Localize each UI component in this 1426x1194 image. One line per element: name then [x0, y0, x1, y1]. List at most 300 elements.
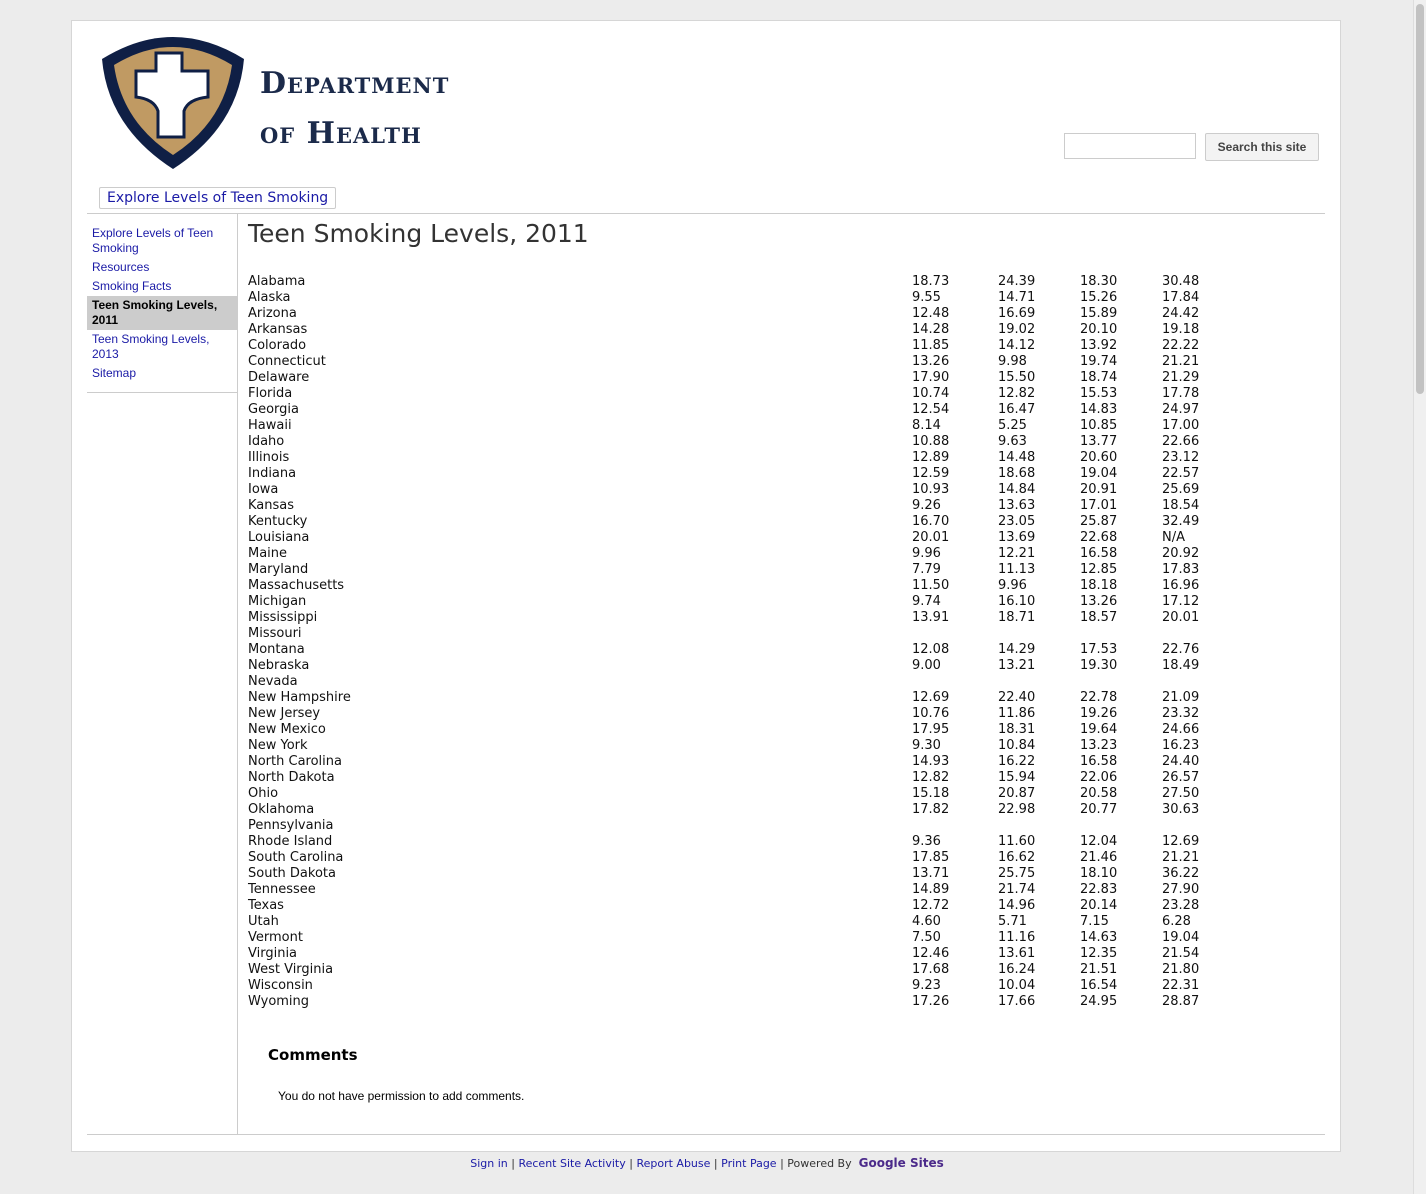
value-cell: 23.12	[1162, 450, 1200, 465]
value-cell: 14.71	[998, 290, 1036, 305]
value-cell: 16.69	[998, 306, 1036, 321]
table-row	[248, 578, 1222, 594]
table-row	[248, 754, 1222, 770]
state-name-cell: Kentucky	[248, 514, 308, 529]
value-cell: 6.28	[1162, 914, 1191, 929]
value-cell: 9.63	[998, 434, 1027, 449]
value-cell	[1162, 626, 1222, 642]
value-cell: 11.50	[912, 578, 950, 593]
value-cell: 18.54	[1162, 498, 1200, 513]
state-name-cell: Michigan	[248, 594, 307, 609]
table-row	[248, 786, 1222, 802]
state-name-cell: Colorado	[248, 338, 307, 353]
value-cell: 18.18	[1080, 578, 1118, 593]
value-cell: 15.89	[1080, 306, 1118, 321]
table-row	[248, 850, 1222, 866]
table-row	[248, 354, 1222, 370]
scrollbar[interactable]	[1413, 0, 1426, 1194]
value-cell: 22.78	[1080, 690, 1118, 705]
value-cell: 24.40	[1162, 754, 1200, 769]
search-input[interactable]	[1064, 133, 1196, 159]
page-container	[71, 20, 1341, 1152]
google-sites-link[interactable]: Google Sites	[858, 1156, 944, 1170]
value-cell: 24.42	[1162, 306, 1200, 321]
sidebar-item-resources[interactable]: Resources	[92, 260, 150, 274]
value-cell: 24.39	[998, 274, 1036, 289]
table-row	[248, 690, 1222, 706]
value-cell: 12.69	[1162, 834, 1200, 849]
value-cell: 19.26	[1080, 706, 1118, 721]
table-row	[248, 626, 1222, 642]
state-name-cell: Nebraska	[248, 658, 310, 673]
value-cell: 25.75	[998, 866, 1036, 881]
value-cell: 26.57	[1162, 770, 1200, 785]
value-cell: 17.01	[1080, 498, 1118, 513]
value-cell	[1080, 674, 1162, 690]
value-cell	[1080, 626, 1162, 642]
value-cell: 12.85	[1080, 562, 1118, 577]
value-cell: 17.00	[1162, 418, 1200, 433]
value-cell: 22.76	[1162, 642, 1200, 657]
state-name-cell: Montana	[248, 642, 305, 657]
value-cell: 12.72	[912, 898, 950, 913]
table-row	[248, 658, 1222, 674]
value-cell: 17.53	[1080, 642, 1118, 657]
value-cell: 12.21	[998, 546, 1036, 561]
value-cell: 19.64	[1080, 722, 1118, 737]
value-cell: 15.94	[998, 770, 1036, 785]
value-cell: 14.96	[998, 898, 1036, 913]
value-cell: 17.66	[998, 994, 1036, 1009]
value-cell: 7.50	[912, 930, 941, 945]
value-cell: 14.83	[1080, 402, 1118, 417]
value-cell: 13.26	[912, 354, 950, 369]
state-name-cell: Alabama	[248, 274, 306, 289]
value-cell: 23.05	[998, 514, 1036, 529]
table-row	[248, 562, 1222, 578]
state-name-cell: South Dakota	[248, 866, 336, 881]
separator: |	[629, 1157, 633, 1170]
value-cell: 9.36	[912, 834, 941, 849]
value-cell: 5.25	[998, 418, 1027, 433]
value-cell: 18.49	[1162, 658, 1200, 673]
table-row	[248, 738, 1222, 754]
state-name-cell: Maine	[248, 546, 288, 561]
state-name-cell: Delaware	[248, 370, 310, 385]
value-cell: 32.49	[1162, 514, 1200, 529]
value-cell: 20.01	[1162, 610, 1200, 625]
page-title: Teen Smoking Levels, 2011	[248, 219, 589, 248]
value-cell: 12.08	[912, 642, 950, 657]
divider	[87, 213, 1325, 214]
value-cell: 9.23	[912, 978, 941, 993]
table-row	[248, 546, 1222, 562]
value-cell: 13.71	[912, 866, 950, 881]
state-name-cell: Tennessee	[248, 882, 316, 897]
state-name-cell: South Carolina	[248, 850, 344, 865]
value-cell: 16.58	[1080, 546, 1118, 561]
state-name-cell: North Dakota	[248, 770, 335, 785]
table-row	[248, 722, 1222, 738]
value-cell: 21.46	[1080, 850, 1118, 865]
state-name-cell: Arizona	[248, 306, 297, 321]
table-row	[248, 642, 1222, 658]
table-row	[248, 770, 1222, 786]
value-cell: 22.66	[1162, 434, 1200, 449]
value-cell: 9.96	[912, 546, 941, 561]
value-cell: 19.18	[1162, 322, 1200, 337]
state-name-cell: New Jersey	[248, 706, 321, 721]
state-name-cell: Connecticut	[248, 354, 326, 369]
table-row	[248, 802, 1222, 818]
value-cell: 13.92	[1080, 338, 1118, 353]
value-cell: 20.77	[1080, 802, 1118, 817]
value-cell: 9.98	[998, 354, 1027, 369]
value-cell: 20.91	[1080, 482, 1118, 497]
value-cell: 17.84	[1162, 290, 1200, 305]
value-cell: 30.48	[1162, 274, 1200, 289]
sidebar-item-levels-2011[interactable]: Teen Smoking Levels, 2011	[87, 296, 237, 330]
table-row	[248, 514, 1222, 530]
value-cell: 12.48	[912, 306, 950, 321]
state-name-cell: North Carolina	[248, 754, 342, 769]
value-cell: 16.62	[998, 850, 1036, 865]
value-cell: 16.47	[998, 402, 1036, 417]
value-cell: 12.54	[912, 402, 950, 417]
value-cell: 10.85	[1080, 418, 1118, 433]
value-cell: 24.66	[1162, 722, 1200, 737]
value-cell: 20.92	[1162, 546, 1200, 561]
value-cell: 13.26	[1080, 594, 1118, 609]
value-cell: 16.10	[998, 594, 1036, 609]
tab-explore-levels[interactable]: Explore Levels of Teen Smoking	[99, 187, 336, 209]
value-cell	[998, 674, 1080, 690]
value-cell: 20.58	[1080, 786, 1118, 801]
sidebar-item-explore[interactable]: Explore Levels of Teen Smoking	[92, 226, 214, 255]
value-cell: 18.71	[998, 610, 1036, 625]
value-cell: 14.93	[912, 754, 950, 769]
value-cell: 19.30	[1080, 658, 1118, 673]
state-name-cell: Hawaii	[248, 418, 292, 433]
value-cell: 16.96	[1162, 578, 1200, 593]
value-cell	[1162, 674, 1222, 690]
value-cell: 12.04	[1080, 834, 1118, 849]
value-cell: 4.60	[912, 914, 941, 929]
state-name-cell: Illinois	[248, 450, 290, 465]
value-cell: 22.06	[1080, 770, 1118, 785]
value-cell: 18.57	[1080, 610, 1118, 625]
value-cell: 17.90	[912, 370, 950, 385]
value-cell: 13.61	[998, 946, 1036, 961]
value-cell: 12.46	[912, 946, 950, 961]
value-cell: 22.22	[1162, 338, 1200, 353]
sidebar-item-smoking-facts[interactable]: Smoking Facts	[92, 279, 172, 293]
value-cell: 8.14	[912, 418, 941, 433]
logo-line-1: Department	[260, 66, 450, 101]
sign-in-link[interactable]: Sign in	[470, 1157, 508, 1170]
state-name-cell: Utah	[248, 914, 279, 929]
value-cell: 17.68	[912, 962, 950, 977]
value-cell: 7.79	[912, 562, 941, 577]
value-cell: 13.91	[912, 610, 950, 625]
state-name-cell: Idaho	[248, 434, 285, 449]
value-cell: 17.26	[912, 994, 950, 1009]
value-cell: 16.58	[1080, 754, 1118, 769]
sidebar-nav	[87, 214, 237, 393]
table-row	[248, 994, 1222, 1010]
value-cell	[998, 626, 1080, 642]
state-name-cell: Missouri	[248, 626, 302, 641]
separator: |	[780, 1157, 784, 1170]
table-row	[248, 882, 1222, 898]
value-cell: 17.85	[912, 850, 950, 865]
table-row	[248, 434, 1222, 450]
value-cell: 15.26	[1080, 290, 1118, 305]
value-cell: 9.74	[912, 594, 941, 609]
table-row	[248, 466, 1222, 482]
value-cell: 11.85	[912, 338, 950, 353]
table-row	[248, 946, 1222, 962]
table-row	[248, 962, 1222, 978]
value-cell: 10.74	[912, 386, 950, 401]
state-name-cell: Indiana	[248, 466, 297, 481]
state-name-cell: Massachusetts	[248, 578, 345, 593]
value-cell: N/A	[1162, 530, 1185, 545]
state-name-cell: Texas	[248, 898, 284, 913]
value-cell: 13.21	[998, 658, 1036, 673]
value-cell: 18.73	[912, 274, 950, 289]
table-row	[248, 866, 1222, 882]
value-cell: 25.87	[1080, 514, 1118, 529]
value-cell: 7.15	[1080, 914, 1109, 929]
value-cell: 14.89	[912, 882, 950, 897]
value-cell: 17.12	[1162, 594, 1200, 609]
separator: |	[713, 1157, 718, 1170]
state-name-cell: West Virginia	[248, 962, 334, 977]
value-cell: 18.10	[1080, 866, 1118, 881]
print-page-link[interactable]: Print Page	[721, 1157, 777, 1170]
value-cell: 22.83	[1080, 882, 1118, 897]
value-cell: 10.88	[912, 434, 950, 449]
value-cell: 15.53	[1080, 386, 1118, 401]
value-cell	[1080, 818, 1162, 834]
comments-permission-text: You do not have permission to add comments.	[278, 1089, 525, 1103]
value-cell: 11.16	[998, 930, 1036, 945]
value-cell: 36.22	[1162, 866, 1200, 881]
value-cell: 14.63	[1080, 930, 1118, 945]
table-row	[248, 306, 1222, 322]
value-cell: 9.00	[912, 658, 941, 673]
state-name-cell: Maryland	[248, 562, 309, 577]
value-cell: 16.54	[1080, 978, 1118, 993]
table-row	[248, 674, 1222, 690]
value-cell: 15.18	[912, 786, 950, 801]
value-cell: 9.30	[912, 738, 941, 753]
table-row	[248, 978, 1222, 994]
table-row	[248, 914, 1222, 930]
sidebar-item-sitemap[interactable]: Sitemap	[92, 366, 137, 380]
value-cell: 10.84	[998, 738, 1036, 753]
value-cell: 20.01	[912, 530, 950, 545]
value-cell: 5.71	[998, 914, 1027, 929]
value-cell: 11.13	[998, 562, 1036, 577]
value-cell: 22.40	[998, 690, 1036, 705]
value-cell: 12.82	[998, 386, 1036, 401]
value-cell: 17.82	[912, 802, 950, 817]
value-cell: 19.02	[998, 322, 1036, 337]
value-cell: 24.95	[1080, 994, 1118, 1009]
comments-heading: Comments	[268, 1046, 358, 1064]
value-cell: 18.31	[998, 722, 1036, 737]
logo-text	[260, 59, 449, 159]
sidebar-item-levels-2013[interactable]: Teen Smoking Levels, 2013	[92, 332, 210, 361]
state-name-cell: Oklahoma	[248, 802, 315, 817]
state-name-cell: Wyoming	[248, 994, 310, 1009]
table-row	[248, 498, 1222, 514]
state-name-cell: Ohio	[248, 786, 279, 801]
value-cell: 27.90	[1162, 882, 1200, 897]
value-cell: 20.60	[1080, 450, 1118, 465]
value-cell: 13.77	[1080, 434, 1118, 449]
divider	[87, 1134, 1325, 1135]
value-cell: 20.87	[998, 786, 1036, 801]
state-name-cell: Virginia	[248, 946, 298, 961]
value-cell: 17.83	[1162, 562, 1200, 577]
state-name-cell: Nevada	[248, 674, 298, 689]
value-cell: 21.51	[1080, 962, 1118, 977]
value-cell: 14.29	[998, 642, 1036, 657]
state-name-cell: Arkansas	[248, 322, 308, 337]
value-cell: 12.89	[912, 450, 950, 465]
search-button[interactable]: Search this site	[1205, 133, 1319, 161]
value-cell: 12.59	[912, 466, 950, 481]
value-cell: 14.12	[998, 338, 1036, 353]
value-cell: 30.63	[1162, 802, 1200, 817]
value-cell: 18.74	[1080, 370, 1118, 385]
table-row	[248, 898, 1222, 914]
table-row	[248, 482, 1222, 498]
value-cell: 22.68	[1080, 530, 1118, 545]
scrollbar-thumb[interactable]	[1416, 4, 1424, 394]
value-cell: 17.95	[912, 722, 950, 737]
value-cell: 9.96	[998, 578, 1027, 593]
state-name-cell: Alaska	[248, 290, 291, 305]
value-cell: 14.48	[998, 450, 1036, 465]
value-cell: 16.70	[912, 514, 950, 529]
value-cell: 13.63	[998, 498, 1036, 513]
value-cell: 21.21	[1162, 354, 1200, 369]
state-name-cell: Florida	[248, 386, 293, 401]
value-cell: 15.50	[998, 370, 1036, 385]
table-row	[248, 322, 1222, 338]
value-cell: 18.30	[1080, 274, 1118, 289]
recent-activity-link[interactable]: Recent Site Activity	[518, 1157, 626, 1170]
value-cell: 11.60	[998, 834, 1036, 849]
value-cell: 21.09	[1162, 690, 1200, 705]
separator: |	[511, 1157, 515, 1170]
value-cell: 21.29	[1162, 370, 1200, 385]
value-cell: 12.69	[912, 690, 950, 705]
table-row	[248, 370, 1222, 386]
data-table	[248, 274, 1222, 1010]
state-name-cell: Pennsylvania	[248, 818, 334, 833]
state-name-cell: Georgia	[248, 402, 299, 417]
value-cell	[912, 626, 998, 642]
value-cell: 22.98	[998, 802, 1036, 817]
state-name-cell: Wisconsin	[248, 978, 313, 993]
value-cell: 25.69	[1162, 482, 1200, 497]
table-row	[248, 290, 1222, 306]
value-cell: 22.57	[1162, 466, 1200, 481]
value-cell: 23.28	[1162, 898, 1200, 913]
table-row	[248, 594, 1222, 610]
value-cell: 14.84	[998, 482, 1036, 497]
table-row	[248, 818, 1222, 834]
value-cell	[998, 818, 1080, 834]
value-cell: 18.68	[998, 466, 1036, 481]
state-name-cell: Kansas	[248, 498, 295, 513]
value-cell: 21.74	[998, 882, 1036, 897]
table-row	[248, 834, 1222, 850]
value-cell: 12.35	[1080, 946, 1118, 961]
powered-by-text: Powered By	[787, 1157, 852, 1170]
footer	[0, 1156, 1414, 1171]
state-name-cell: Louisiana	[248, 530, 310, 545]
value-cell: 27.50	[1162, 786, 1200, 801]
value-cell: 21.54	[1162, 946, 1200, 961]
table-row	[248, 610, 1222, 626]
value-cell: 13.69	[998, 530, 1036, 545]
value-cell: 16.24	[998, 962, 1036, 977]
state-name-cell: Vermont	[248, 930, 303, 945]
state-name-cell: New Hampshire	[248, 690, 351, 705]
value-cell: 10.04	[998, 978, 1036, 993]
state-name-cell: Iowa	[248, 482, 279, 497]
value-cell: 17.78	[1162, 386, 1200, 401]
table-row	[248, 530, 1222, 546]
value-cell	[912, 674, 998, 690]
value-cell: 23.32	[1162, 706, 1200, 721]
value-cell	[912, 818, 998, 834]
value-cell: 16.23	[1162, 738, 1200, 753]
value-cell: 19.04	[1080, 466, 1118, 481]
state-name-cell: Rhode Island	[248, 834, 333, 849]
value-cell: 20.14	[1080, 898, 1118, 913]
value-cell: 20.10	[1080, 322, 1118, 337]
state-name-cell: New York	[248, 738, 308, 753]
report-abuse-link[interactable]: Report Abuse	[636, 1157, 711, 1170]
shield-cross-logo-icon	[98, 27, 248, 172]
value-cell: 19.74	[1080, 354, 1118, 369]
divider	[237, 214, 238, 1134]
value-cell: 11.86	[998, 706, 1036, 721]
table-row	[248, 418, 1222, 434]
value-cell: 9.55	[912, 290, 941, 305]
state-name-cell: Mississippi	[248, 610, 318, 625]
value-cell: 28.87	[1162, 994, 1200, 1009]
value-cell: 16.22	[998, 754, 1036, 769]
table-row	[248, 402, 1222, 418]
value-cell: 14.28	[912, 322, 950, 337]
table-row	[248, 274, 1222, 290]
value-cell: 12.82	[912, 770, 950, 785]
value-cell: 24.97	[1162, 402, 1200, 417]
state-name-cell: New Mexico	[248, 722, 326, 737]
value-cell: 10.93	[912, 482, 950, 497]
value-cell: 9.26	[912, 498, 941, 513]
table-row	[248, 338, 1222, 354]
value-cell	[1162, 818, 1222, 834]
